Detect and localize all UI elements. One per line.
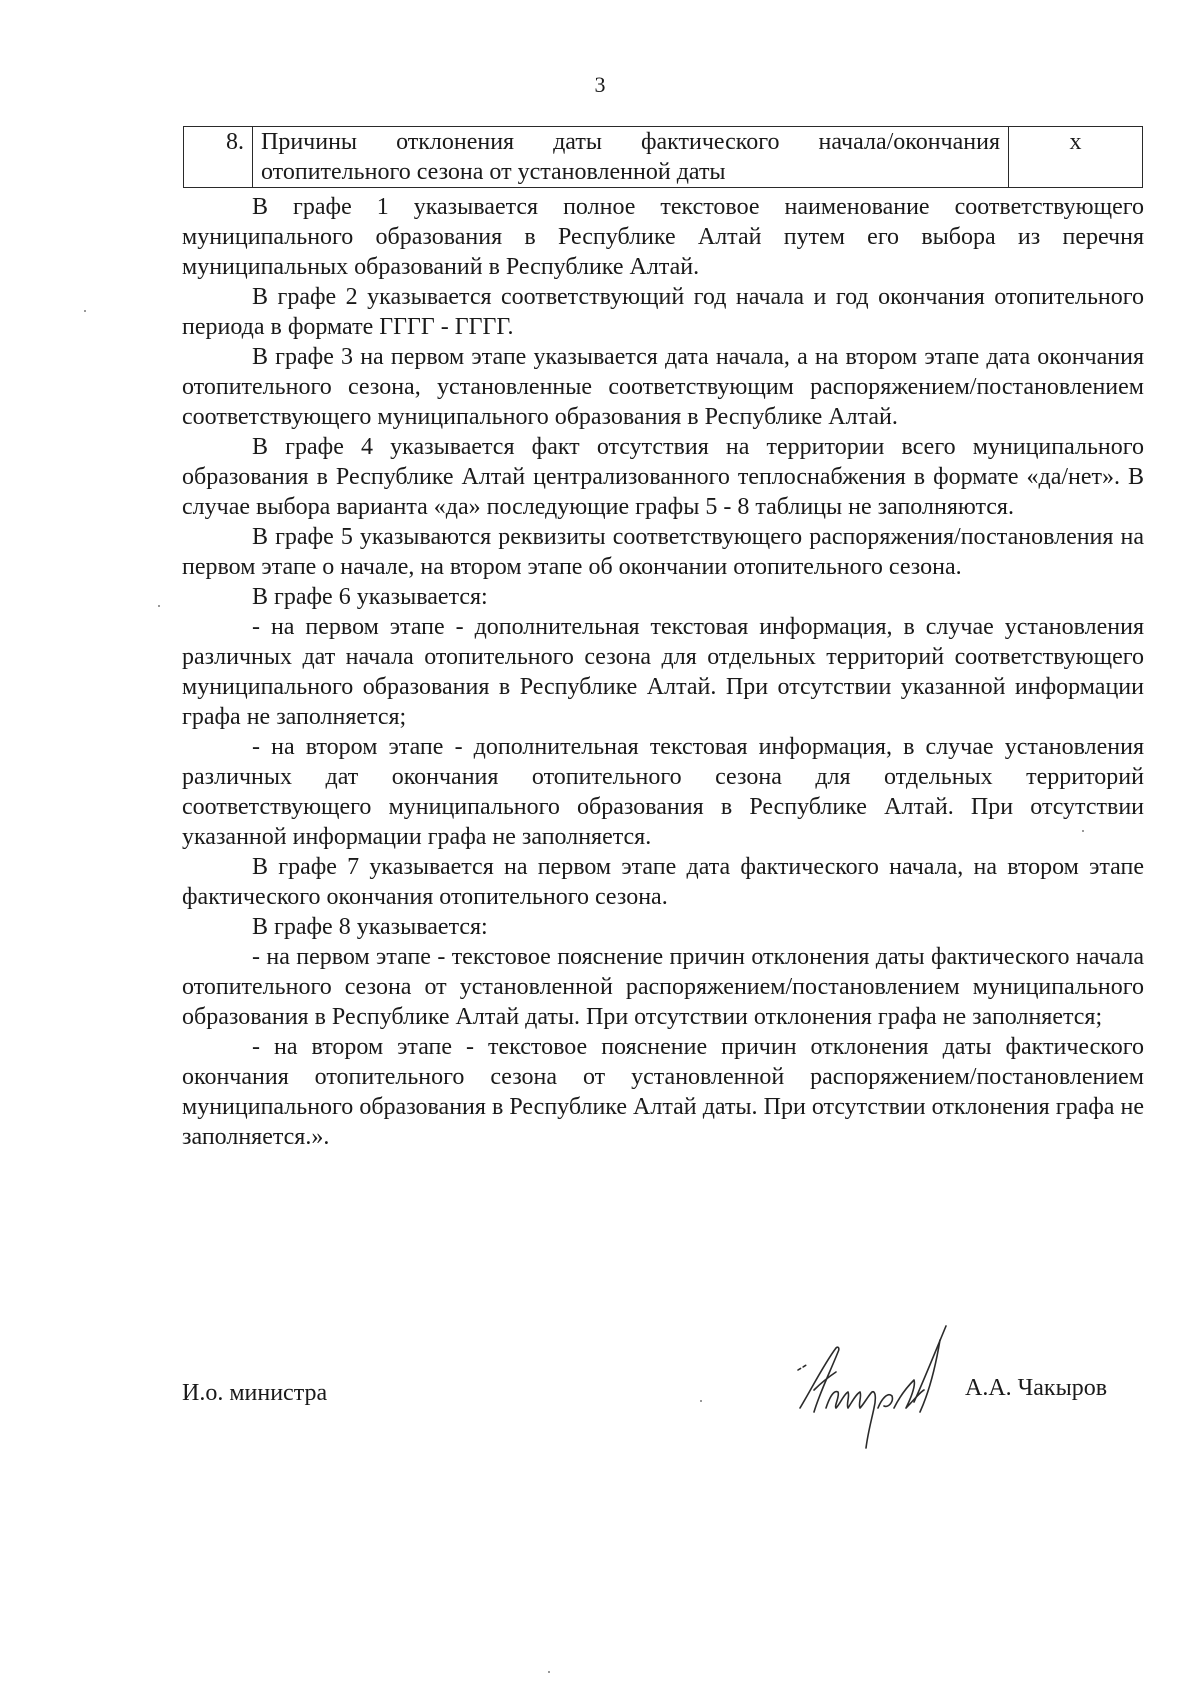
paragraph-graph-4: В графе 4 указывается факт отсутствия на территории всего муниципального образования в Республике Алтай централизованного теплоснабжения в формате «да/нет». В случае выбора варианта «да» последующие графы 5 - 8 таблицы не заполняются.	[182, 434, 1144, 520]
row-description-line-1: Причины отклонения даты фактического начала/окончания	[261, 129, 1000, 155]
table-row-8	[183, 126, 1143, 188]
paragraph-graph-8-stage-1: - на первом этапе - текстовое пояснение причин отклонения даты фактического начала отопительного сезона от установленной распоряжением/постановлением муниципального образования в Республике Алтай даты. При отсутствии отклонения графа не заполняется;	[182, 944, 1144, 1030]
scan-speck	[158, 605, 160, 607]
scan-speck	[548, 1671, 550, 1673]
signatory-role: И.о. министра	[182, 1380, 328, 1406]
paragraph-graph-5: В графе 5 указываются реквизиты соответствующего распоряжения/постановления на первом этапе о начале, на втором этапе об окончании отопительного сезона.	[182, 524, 1144, 580]
paragraph-graph-6-stage-2: - на втором этапе - дополнительная текстовая информация, в случае установления различных дат окончания отопительного сезона для отдельных территорий соответствующего муниципального образования в Республике Алтай. При отсутствии указанной информации графа не заполняется.	[182, 734, 1144, 850]
paragraph-graph-6-intro: В графе 6 указывается:	[252, 584, 488, 610]
scan-speck	[84, 310, 86, 312]
paragraph-graph-8-stage-2: - на втором этапе - текстовое пояснение причин отклонения даты фактического окончания отопительного сезона от установленной распоряжением/постановлением муниципального образования в Республике Алтай даты. При отсутствии отклонения графа не заполняется.».	[182, 1034, 1144, 1150]
document-body	[182, 192, 1144, 1152]
paragraph-graph-3: В графе 3 на первом этапе указывается дата начала, а на втором этапе дата окончания отопительного сезона, установленные соответствующим распоряжением/постановлением соответствующего муниципального образования в Республике Алтай.	[182, 344, 1144, 430]
paragraph-graph-7: В графе 7 указывается на первом этапе дата фактического начала, на втором этапе фактического окончания отопительного сезона.	[182, 854, 1144, 910]
row-mark: x	[1009, 127, 1143, 188]
scan-speck	[1082, 830, 1084, 832]
scan-speck	[700, 1400, 702, 1402]
signatory-name: А.А. Чакыров	[965, 1375, 1108, 1401]
paragraph-graph-1: В графе 1 указывается полное текстовое наименование соответствующего муниципального образования в Республике Алтай путем его выбора из перечня муниципальных образований в Республике Алтай.	[182, 194, 1144, 280]
row-description-line-2: отопительного сезона от установленной даты	[261, 159, 726, 185]
paragraph-graph-8-intro: В графе 8 указывается:	[252, 914, 488, 940]
page-number: 3	[594, 72, 606, 97]
row-number: 8.	[184, 127, 253, 188]
paragraph-graph-2: В графе 2 указывается соответствующий год начала и год окончания отопительного периода в формате ГГГГ - ГГГГ.	[182, 284, 1144, 340]
paragraph-graph-6-stage-1: - на первом этапе - дополнительная текстовая информация, в случае установления различных дат начала отопительного сезона для отдельных территорий соответствующего муниципального образования в Республике Алтай. При отсутствии указанной информации графа не заполняется;	[182, 614, 1144, 730]
handwritten-signature	[790, 1320, 960, 1455]
row-description	[253, 127, 1009, 188]
